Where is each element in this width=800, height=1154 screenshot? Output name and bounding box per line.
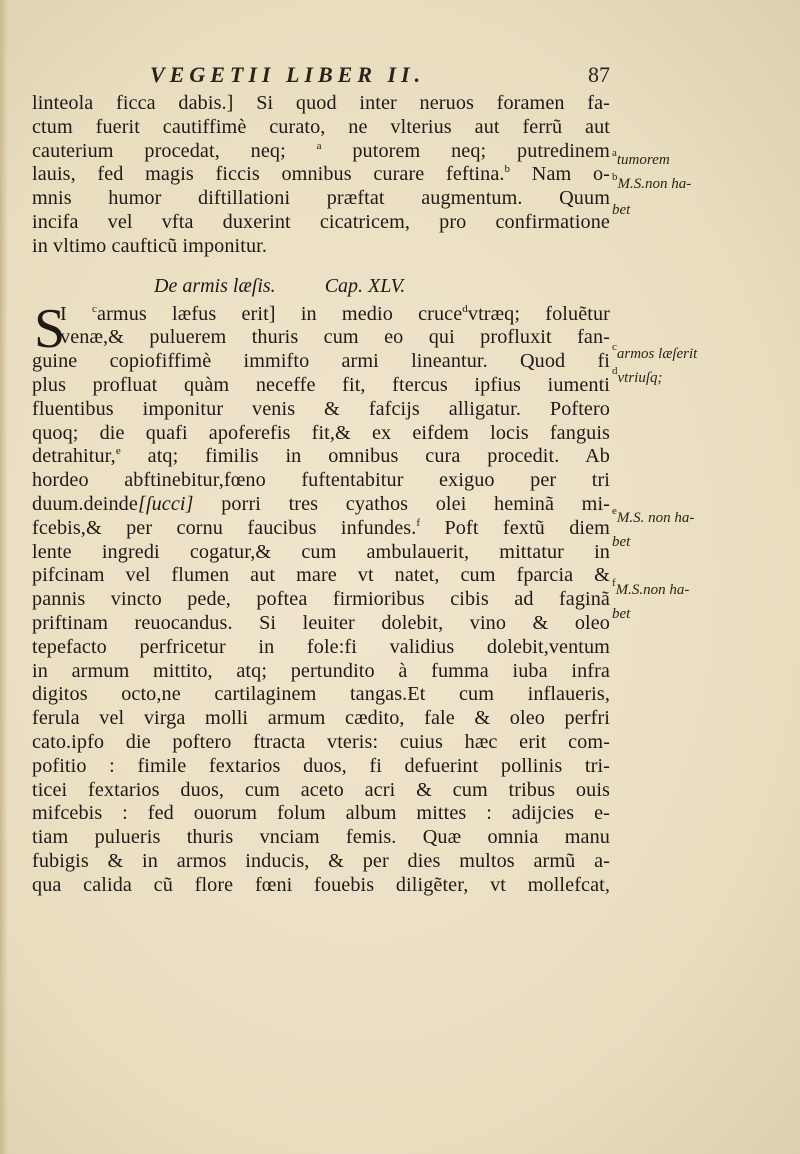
text-line: linteola ficca dabis.] Si quod inter neruos foramen fa- [32,92,610,114]
text-line: priftinam reuocandus. Si leuiter dolebit, vino & oleo [32,611,610,634]
text-span: detrahitur, [32,445,116,468]
text-line: mnis humor diftillationi præftat augmentum. Quum [32,187,610,210]
text-span: porri tres cyathos olei heminã mi- [221,492,610,515]
marginal-note [612,365,663,387]
text-line: qua calida cũ flore fœni fouebis diligẽter, vt mollefcat, [32,873,610,896]
note-text: M.S. non ha- [616,510,695,526]
chapter-number: Cap. XLV. [324,274,406,297]
note-text: bet [612,202,631,218]
footnote-mark: a [316,139,322,152]
text-line [32,163,610,187]
note-text: armos læſerit [616,346,698,362]
note-mark: e [612,505,617,517]
note-text: tumorem [616,152,670,168]
main-text [32,92,610,898]
marginal-note [612,147,670,169]
marginal-note [612,202,630,219]
text-line: in armum mittito, atq; pertundito à fumma iuba infra [32,659,610,682]
page-number: 87 [588,62,610,87]
text-span: atq; fimilis in omnibus cura procedit. Ab [147,445,610,468]
chapter-heading [32,269,610,303]
text-line: hordeo abftinebitur,fœno fuftentabitur exiguo per tri [32,469,610,492]
text-line: cato.ipfo die poftero ftracta vteris: cuius hæc erit com- [32,730,610,753]
text-line: ferula vel virga molli armum cædito, fale & oleo perfri [32,707,610,730]
text-span: lauis, fed magis ficcis omnibus curare feftina. [32,163,505,186]
text-span: armus læfus erit] in medio cruce [97,302,463,325]
running-head [150,62,610,90]
text-line: guine copiofiffimè immifto armi lineantur. Quod fi [32,350,610,373]
text-span: vtræq; foluẽtur [467,302,610,325]
marginal-note [612,341,698,363]
running-title: VEGETII LIBER II. [150,62,426,87]
text-line: fubigis & in armos inducis, & per dies multos armũ a- [32,849,610,872]
text-line: quoq; die quafi apoferefis fit,& ex eifdem locis fanguis [32,421,610,444]
text-span: duum.deinde [32,492,138,515]
text-line [32,493,610,517]
note-text: M.S.non ha- [617,176,692,192]
text-line: digitos octo,ne cartilaginem tangas.Et cum inflaueris, [32,683,610,706]
drop-cap-paragraph [32,297,610,360]
text-span: cauterium procedat, neq; [32,139,317,162]
footnote-mark: c [92,302,98,315]
text-line [32,140,610,164]
chapter-title: De armis læſis. [154,274,276,297]
text-span: [ſucci] [137,492,194,515]
footnote-mark: f [416,516,421,529]
footnote-mark: d [462,302,468,315]
text-line: lente ingredi cogatur,& cum ambulauerit, mittatur in [32,540,610,563]
text-line: in vltimo caufticũ imponitur. [32,234,268,257]
text-line [32,517,610,541]
text-span: Poft fextũ diem [444,516,610,539]
page-spine-shadow [0,0,8,1154]
text-line: venæ,& puluerem thuris cum eo qui profluxit fan- [60,326,610,349]
footnote-mark: b [504,163,511,176]
marginal-note [612,606,630,623]
text-span: I [60,302,93,325]
note-text: bet [612,534,631,550]
marginal-note [612,505,695,527]
note-mark: f [612,577,616,589]
note-mark: d [612,365,618,377]
text-line: incifa vel vfta duxerint cicatricem, pro confirmatione [32,210,610,233]
text-span: fcebis,& per cornu faucibus infundes. [32,516,417,539]
note-text: M.S.non ha- [615,582,690,598]
text-line: mifcebis : fed ouorum folum album mittes : adijcies e- [32,802,610,825]
footnote-mark: e [115,445,121,458]
text-line: ctum fuerit cautiffimè curato, ne vlterius aut ferrũ aut [32,115,610,138]
marginal-note [612,577,690,599]
note-mark: a [612,147,617,159]
note-mark: c [612,341,617,353]
text-span: Nam o- [531,163,610,186]
text-line: plus profluat quàm neceffe fit, ftercus ipfius iumenti [32,373,610,396]
text-span: putorem neq; putredinem [352,139,610,162]
text-line: pofitio : fimile fextarios duos, fi defuerint pollinis tri- [32,754,610,777]
note-mark: b [612,171,618,183]
note-text: vtriuſq; [617,370,663,386]
text-line: tepefacto perfricetur in fole:fi validius dolebit,ventum [32,635,610,658]
text-line: pifcinam vel flumen aut mare vt natet, cum fparcia & [32,564,610,587]
marginal-note [612,534,630,551]
text-line [32,303,610,327]
drop-cap: S [34,297,66,360]
text-line [32,445,610,469]
text-line: tiam pulueris thuris vnciam femis. Quæ omnia manu [32,826,610,849]
text-line: fluentibus imponitur venis & fafcijs alligatur. Poftero [32,397,610,420]
text-line: ticei fextarios duos, cum aceto acri & cum tribus ouis [32,778,610,801]
marginal-note [612,171,692,193]
note-text: bet [612,606,631,622]
text-line: pannis vincto pede, poftea firmioribus cibis ad faginã [32,588,610,611]
